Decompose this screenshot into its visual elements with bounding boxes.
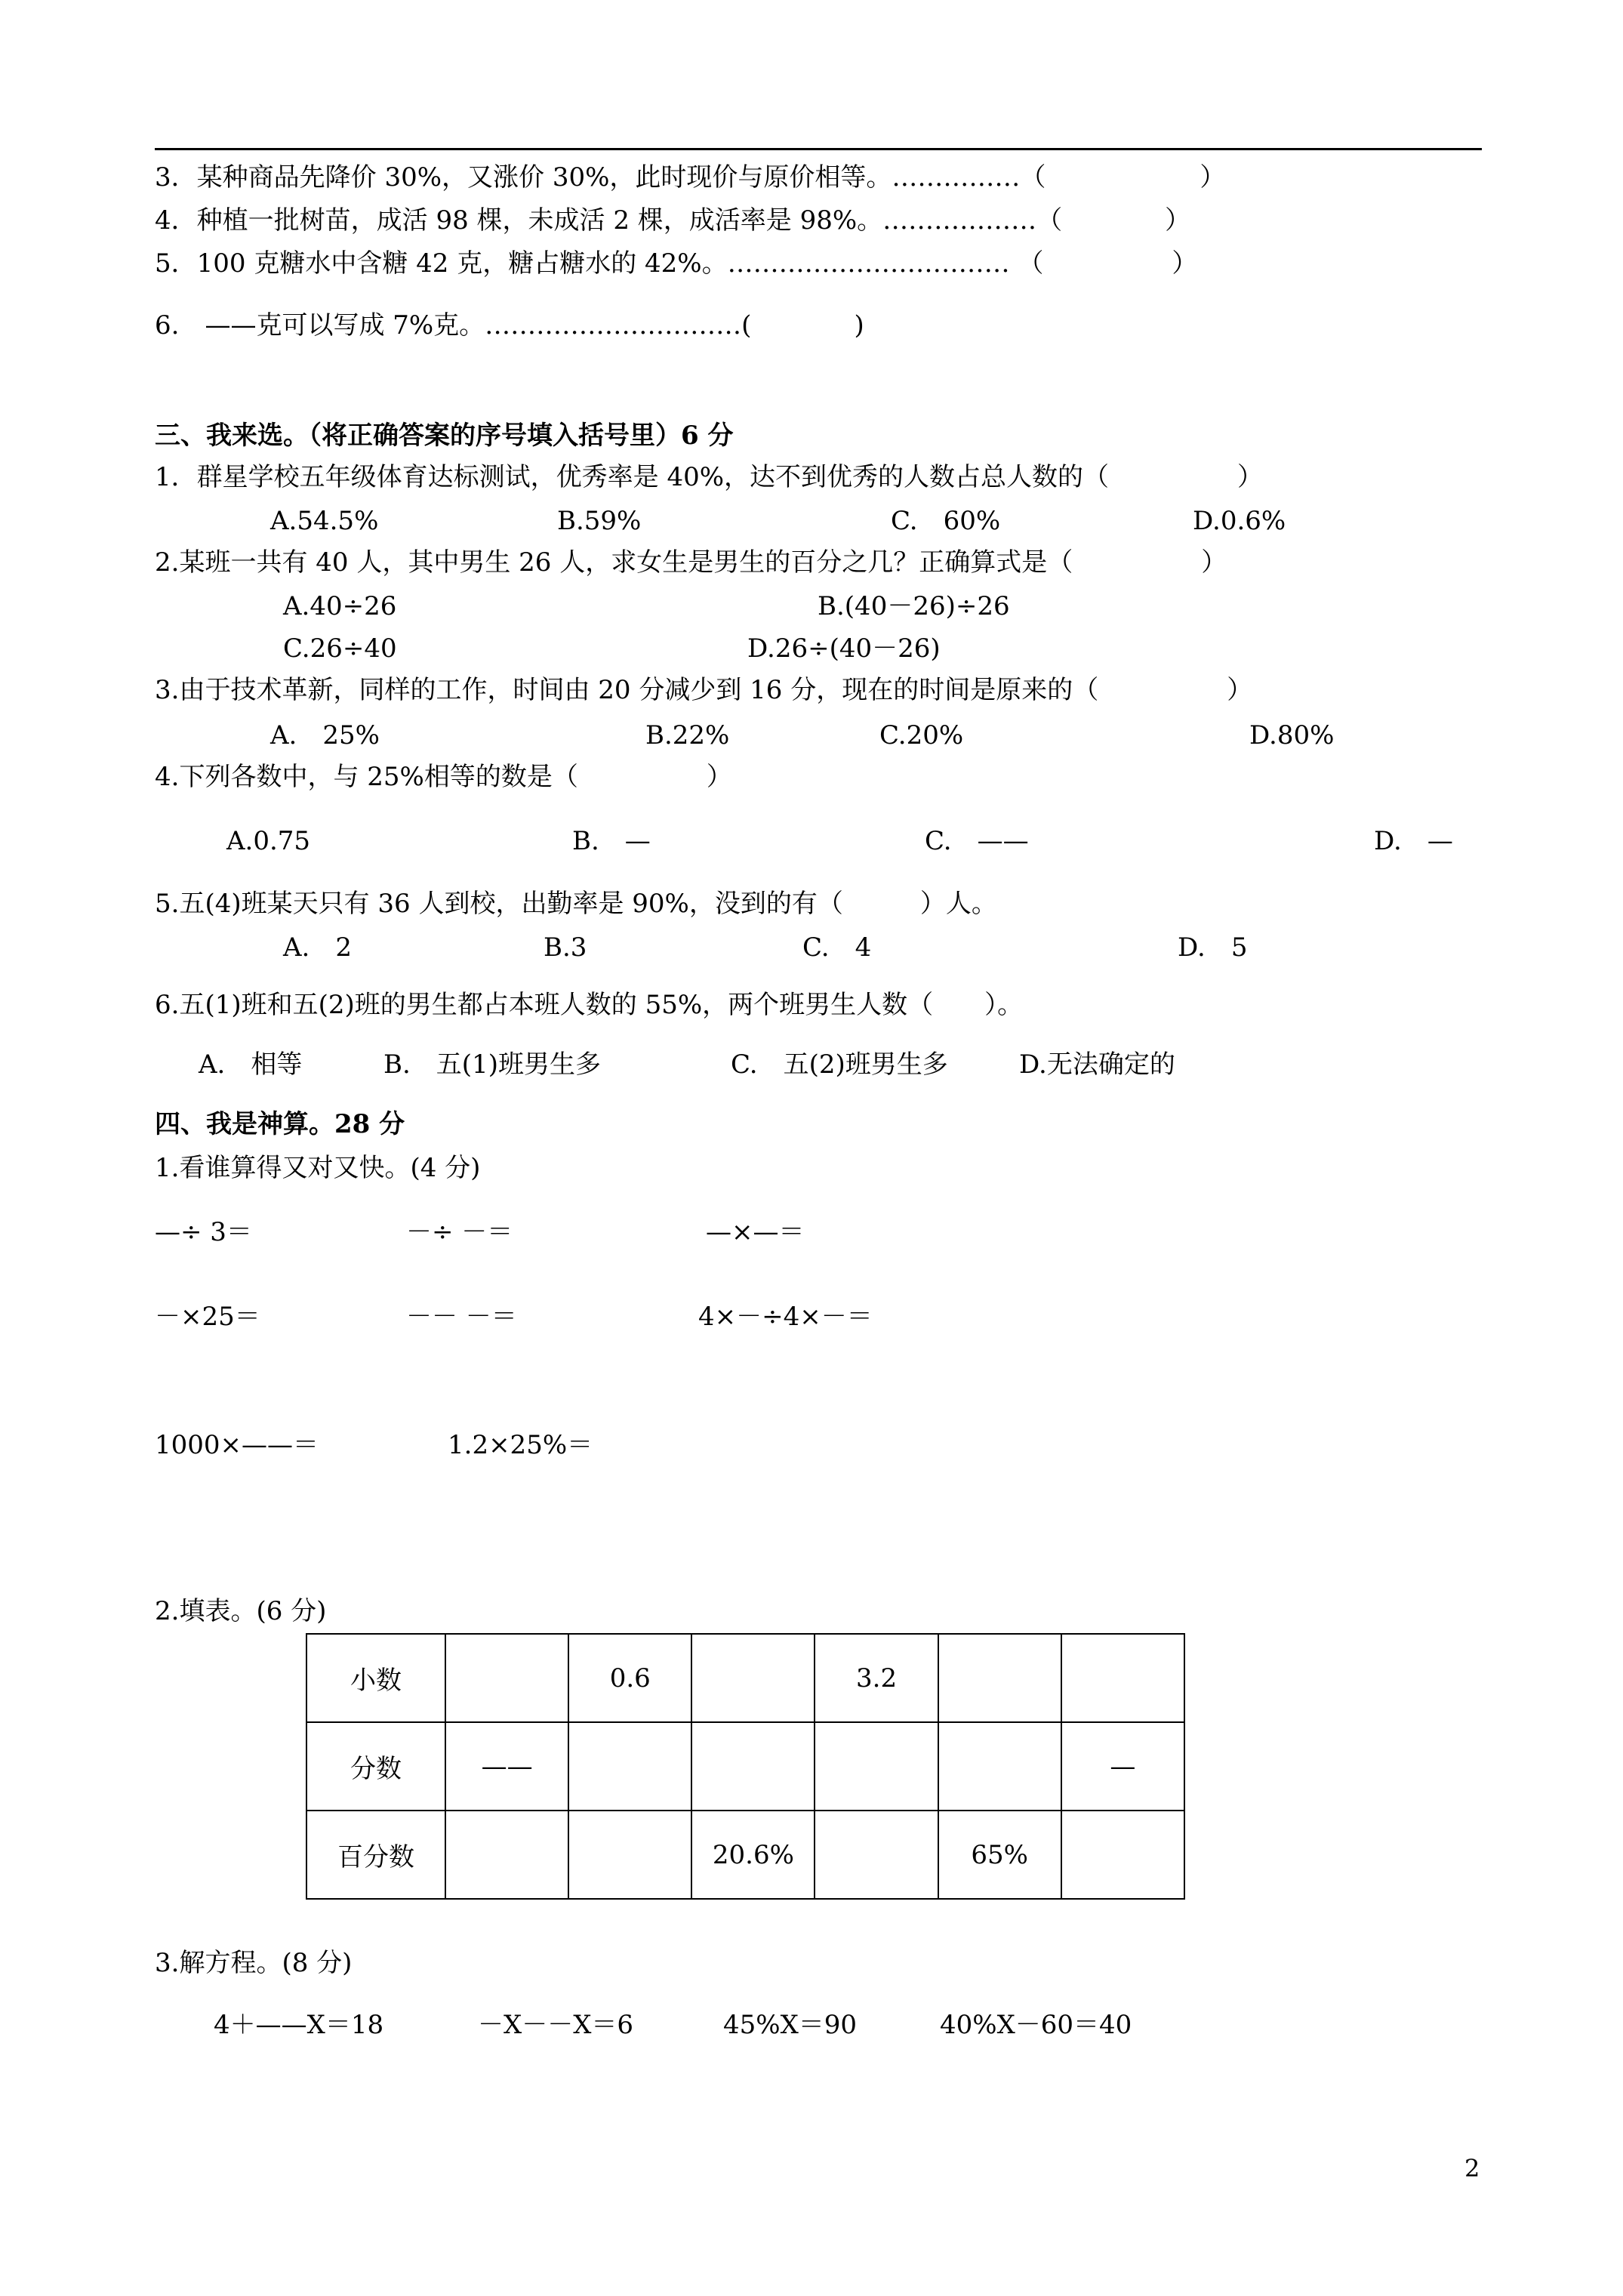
choice-q4-option-c: C. ——: [925, 826, 1029, 856]
choice-q3: 3.由于技术革新，同样的工作，时间由 20 分减少到 16 分，现在的时间是原来的（ ）: [155, 675, 1253, 705]
calc-expr-1: —÷ 3＝: [155, 1217, 252, 1247]
calc-expr-3: —×—＝: [706, 1217, 805, 1247]
table-row: [306, 1634, 1184, 1722]
choice-q2-option-a: A.40÷26: [283, 591, 397, 621]
choice-q4-option-b: B. —: [572, 826, 651, 856]
calc-expr-8: 1.2×25%＝: [448, 1430, 593, 1460]
choice-q1-option-a: A.54.5%: [270, 506, 379, 536]
choice-q2: 2.某班一共有 40 人，其中男生 26 人，求女生是男生的百分之几？正确算式是（ ）: [155, 547, 1227, 578]
table-cell: [445, 1811, 568, 1899]
calc-expr-6: 4×－÷4×－＝: [698, 1302, 873, 1332]
choice-q3-option-a: A. 25%: [270, 720, 380, 750]
choice-q2-option-b: B.(40－26)÷26: [818, 591, 1010, 621]
header-rule: [155, 148, 1482, 150]
judge-q4: 4．种植一批树苗，成活 98 棵，未成活 2 棵，成活率是 98%。………………（ ）: [155, 205, 1191, 236]
conversion-table: [306, 1633, 1185, 1900]
equation-4: 40%X－60＝40: [940, 2010, 1132, 2040]
choice-q4-option-a: A.0.75: [226, 826, 311, 856]
calc-expr-7: 1000×——＝: [155, 1430, 319, 1460]
choice-q5-option-b: B.3: [544, 932, 587, 963]
table-cell: [1061, 1634, 1184, 1722]
table-row: [306, 1811, 1184, 1899]
section-three-heading: 三、我来选。（将正确答案的序号填入括号里）6 分: [155, 421, 734, 451]
table-cell: [445, 1634, 568, 1722]
table-cell: 百分数: [306, 1811, 445, 1899]
choice-q1-option-d: D.0.6%: [1193, 506, 1286, 536]
judge-q6: 6. ——克可以写成 7%克。…………………………( ): [155, 310, 864, 341]
choice-q6-option-c: C. 五(2)班男生多: [731, 1049, 948, 1080]
table-cell: [568, 1811, 691, 1899]
choice-q5-option-d: D. 5: [1178, 932, 1248, 963]
table-cell: [815, 1722, 938, 1811]
choice-q5-option-a: A. 2: [283, 932, 352, 963]
table-cell: 20.6%: [691, 1811, 815, 1899]
calc-expr-2: －÷ －＝: [406, 1217, 513, 1247]
table-cell: 分数: [306, 1722, 445, 1811]
equation-3: 45%X＝90: [723, 2010, 858, 2040]
table-cell: —: [1061, 1722, 1184, 1811]
choice-q6-option-d: D.无法确定的: [1019, 1049, 1175, 1080]
choice-q3-option-d: D.80%: [1249, 720, 1335, 750]
table-cell: [938, 1634, 1061, 1722]
table-cell: [691, 1722, 815, 1811]
choice-q1-option-b: B.59%: [557, 506, 642, 536]
choice-q2-option-d: D.26÷(40－26): [747, 633, 941, 664]
table-cell: 0.6: [568, 1634, 691, 1722]
choice-q5: 5.五(4)班某天只有 36 人到校，出勤率是 90%，没到的有（ ）人。: [155, 889, 997, 919]
calc-expr-4: －×25＝: [155, 1302, 260, 1332]
section-four-heading: 四、我是神算。28 分: [155, 1109, 405, 1139]
page-number: 2: [1464, 2154, 1480, 2183]
choice-q6-option-b: B. 五(1)班男生多: [383, 1049, 601, 1080]
choice-q1-option-c: C. 60%: [891, 506, 1001, 536]
calc-sub2: 2.填表。(6 分): [155, 1596, 327, 1626]
choice-q6-option-a: A. 相等: [199, 1049, 303, 1080]
choice-q1: 1．群星学校五年级体育达标测试，优秀率是 40%，达不到优秀的人数占总人数的（ ）: [155, 462, 1264, 492]
choice-q3-option-c: C.20%: [879, 720, 964, 750]
table-cell: 小数: [306, 1634, 445, 1722]
table-cell: [568, 1722, 691, 1811]
calc-expr-5: －－ －＝: [406, 1302, 517, 1332]
calc-sub1: 1.看谁算得又对又快。(4 分): [155, 1153, 481, 1183]
choice-q5-option-c: C. 4: [802, 932, 872, 963]
table-cell: 65%: [938, 1811, 1061, 1899]
calc-sub3: 3.解方程。(8 分): [155, 1948, 353, 1978]
table-cell: [815, 1811, 938, 1899]
choice-q4-option-d: D. —: [1374, 826, 1453, 856]
choice-q6: 6.五(1)班和五(2)班的男生都占本班人数的 55%，两个班男生人数（ ）。: [155, 990, 1024, 1020]
table-cell: [1061, 1811, 1184, 1899]
table-cell: [938, 1722, 1061, 1811]
equation-1: 4＋——X＝18: [214, 2010, 384, 2040]
table-cell: 3.2: [815, 1634, 938, 1722]
table-row: [306, 1722, 1184, 1811]
judge-q5: 5．100 克糖水中含糖 42 克，糖占糖水的 42%。…………………………… （ ）: [155, 248, 1198, 279]
table-cell: [691, 1634, 815, 1722]
choice-q3-option-b: B.22%: [645, 720, 730, 750]
choice-q2-option-c: C.26÷40: [283, 633, 397, 664]
table-cell: ——: [445, 1722, 568, 1811]
judge-q3: 3．某种商品先降价 30%，又涨价 30%，此时现价与原价相等。……………（ ）: [155, 162, 1226, 193]
choice-q4: 4.下列各数中，与 25%相等的数是（ ）: [155, 762, 732, 792]
equation-2: －X－－X＝6: [478, 2010, 634, 2040]
